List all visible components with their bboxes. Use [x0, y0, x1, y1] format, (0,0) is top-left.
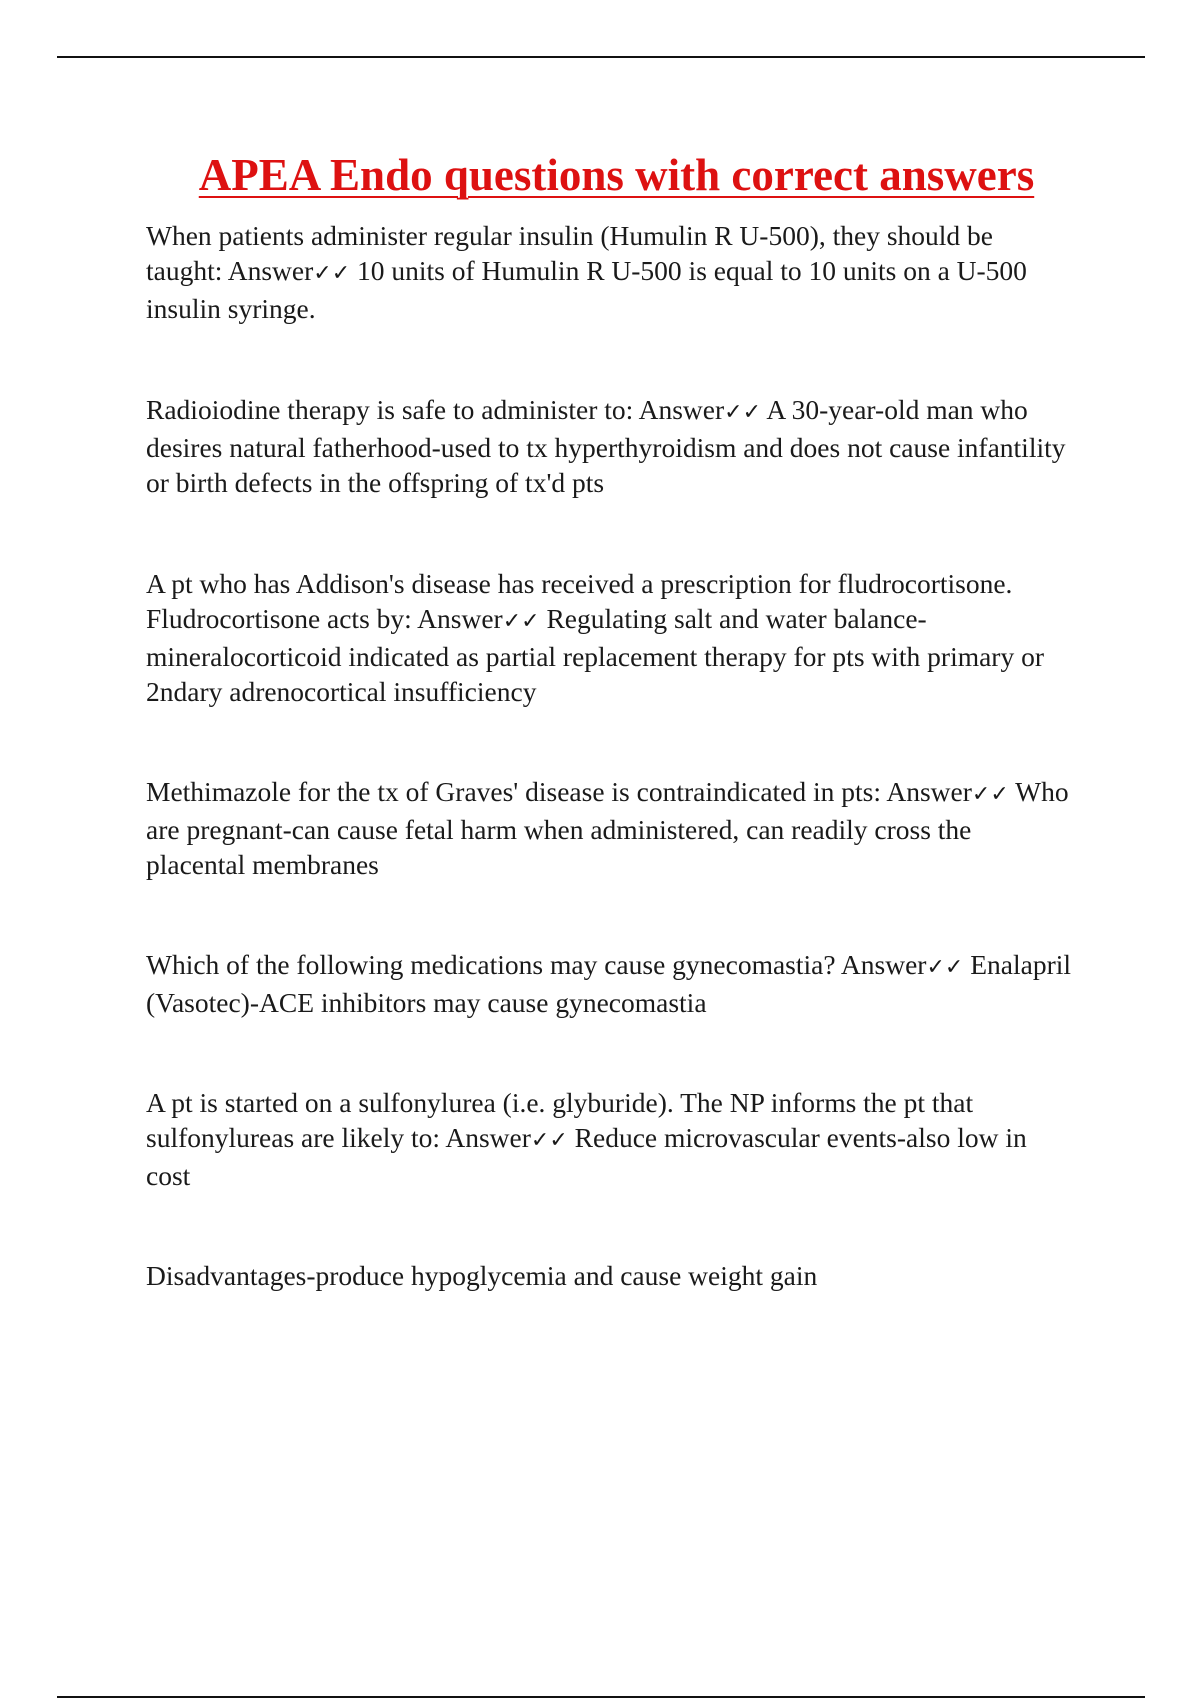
double-check-icon: ✓✓ [926, 955, 964, 980]
qa-item [146, 218, 1076, 323]
answer-text: A 30-year-old man who desires natural fatherhood-used to tx hyperthyroidism and does not cause infantility or birth defects in the offspring of tx'd pts [146, 394, 1066, 498]
double-check-icon: ✓✓ [530, 1128, 568, 1153]
answer-text: Regulating salt and water balance-mineralocorticoid indicated as partial replacement therapy for pts with primary or 2ndary adrenocortical insufficiency [146, 603, 1044, 707]
top-rule [57, 56, 1145, 58]
document-body [146, 218, 1076, 1397]
trailing-paragraph: Disadvantages-produce hypoglycemia and cause weight gain [146, 1260, 818, 1291]
qa-item [146, 566, 1076, 706]
answer-text: 10 units of Humulin R U-500 is equal to 10 units on a U-500 insulin syringe. [146, 255, 1027, 324]
question-text: Radioiodine therapy is safe to administer to: Answer [146, 394, 725, 425]
double-check-icon: ✓✓ [502, 609, 540, 634]
double-check-icon: ✓✓ [971, 782, 1009, 807]
qa-item [146, 392, 1076, 497]
answer-text: Enalapril (Vasotec)-ACE inhibitors may cause gynecomastia [146, 949, 1072, 1018]
question-text: Methimazole for the tx of Graves' disease is contraindicated in pts: Answer [146, 776, 972, 807]
double-check-icon: ✓✓ [313, 261, 351, 286]
answer-text: Reduce microvascular events-also low in cost [146, 1122, 1027, 1191]
bottom-rule [57, 1696, 1145, 1698]
answer-text: Who are pregnant-can cause fetal harm when administered, can readily cross the placental membranes [146, 776, 1069, 880]
document-title: APEA Endo questions with correct answers [198, 150, 1035, 200]
question-text: A pt is started on a sulfonylurea (i.e. glyburide). The NP informs the pt that sulfonylureas are likely to: Answer [146, 1087, 974, 1153]
question-text: When patients administer regular insulin (Humulin R U-500), they should be taught: Answer [146, 220, 993, 286]
question-text: Which of the following medications may cause gynecomastia? Answer [146, 949, 927, 980]
qa-item [146, 1085, 1076, 1190]
double-check-icon: ✓✓ [724, 400, 762, 425]
qa-item [146, 774, 1076, 879]
qa-item [146, 947, 1076, 1017]
question-text: A pt who has Addison's disease has received a prescription for fludrocortisone. Fludrocortisone acts by: Answer [146, 568, 1013, 634]
